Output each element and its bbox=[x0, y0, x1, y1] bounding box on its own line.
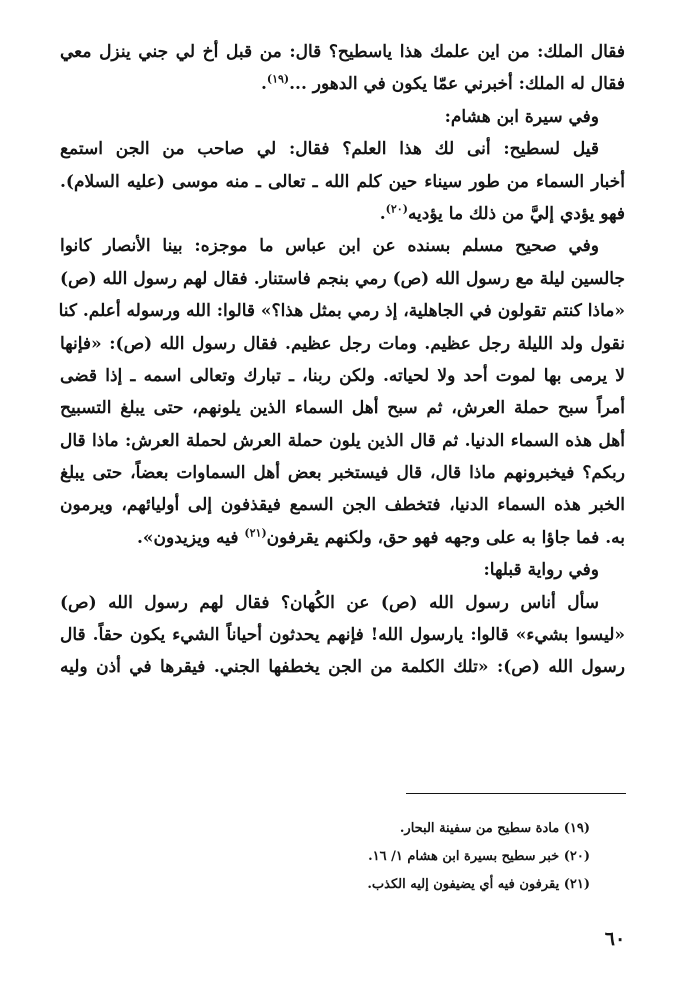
body-line: ربكم؟ فيخبرونهم ماذا قال، قال فيستخبر بعض أهل السماوات بعضاً، حتى يبلغ bbox=[60, 463, 625, 484]
body-line: الخبر هذه السماء الدنيا، فتخطف الجن السمع فيقذفون إلى أوليائهم، ويرمون bbox=[60, 495, 625, 516]
body-line: «ليسوا بشيء» قالوا: يارسول الله! فإنهم يحدثون أحياناً الشيء يكون حقاً. قال bbox=[60, 625, 625, 646]
body-line: أهل هذه السماء الدنيا. ثم قال الذين يلون حملة العرش لحملة العرش: ماذا قال bbox=[60, 430, 625, 451]
footnotes bbox=[130, 815, 590, 899]
footnote-19: (١٩) مادة سطيح من سفينة البحار. bbox=[399, 821, 590, 836]
body-line: نقول ولد الليلة رجل عظيم. ومات رجل عظيم. فقال رسول الله (ص): «فإنها bbox=[60, 333, 625, 354]
body-line: وفي صحيح مسلم بسنده عن ابن عباس ما موجزه: بينا الأنصار كانوا bbox=[60, 236, 599, 257]
body-line-text: فيه ويزيدون». bbox=[136, 527, 239, 548]
footnote-mark-20: (٢٠) bbox=[385, 202, 408, 216]
footnote-21: (٢١) يقرفون فيه أي يضيفون إليه الكذب. bbox=[367, 877, 590, 892]
punctuation: . bbox=[260, 74, 267, 95]
footnote-mark-21: (٢١) bbox=[244, 526, 267, 540]
body-line: «ماذا كنتم تقولون في الجاهلية، إذ رمي بمثل هذا؟» قالوا: الله ورسوله أعلم. كنا bbox=[58, 301, 625, 322]
body-line: جالسين ليلة مع رسول الله (ص) رمي بنجم فاستنار. فقال لهم رسول الله (ص) bbox=[60, 268, 625, 289]
body-line bbox=[60, 198, 625, 230]
page-number: ٦٠ bbox=[604, 928, 626, 950]
body-line: لا يرمى بها لموت أحد ولا لحياته. ولكن ربنا، ـ تبارك وتعالى اسمه ـ إذا قضى bbox=[60, 365, 625, 386]
body-text bbox=[60, 36, 625, 684]
punctuation: . bbox=[379, 203, 386, 224]
body-line: أمراً سبح حملة العرش، ثم سبح أهل السماء الذين يلونهم، حتى يبلغ التسبيح bbox=[60, 398, 625, 419]
body-line-text: به. فما جاؤا به على وجهه فهو حق، ولكنهم يقرفون bbox=[266, 527, 625, 548]
body-line: قيل لسطيح: أنى لك هذا العلم؟ فقال: لي صاحب من الجن استمع bbox=[60, 139, 599, 160]
body-line: سأل أناس رسول الله (ص) عن الكُهان؟ فقال لهم رسول الله (ص) bbox=[60, 592, 599, 613]
body-line-text: فقال له الملك: أخبرني عمّا يكون في الدهور ... bbox=[289, 74, 625, 95]
body-line: فقال الملك: من اين علمك هذا ياسطيح؟ قال: من قبل أخ لي جني ينزل معي bbox=[60, 42, 625, 62]
body-line bbox=[60, 68, 625, 100]
footnote-mark-19: (١٩) bbox=[266, 72, 290, 86]
body-line: وفي سيرة ابن هشام: bbox=[444, 106, 599, 127]
footnote-20: (٢٠) خبر سطيح بسيرة ابن هشام ١/ ١٦. bbox=[368, 849, 590, 864]
body-line: رسول الله (ص): «تلك الكلمة من الجن يخطفها الجني. فيقرها في أذن وليه bbox=[60, 657, 625, 678]
body-line-text: فهو يؤدي إليَّ من ذلك ما يؤديه bbox=[407, 203, 625, 224]
footnote-divider bbox=[406, 793, 626, 794]
body-line: أخبار السماء من طور سيناء حين كلم الله ـ تعالى ـ منه موسى (عليه السلام). bbox=[60, 171, 625, 192]
body-line bbox=[60, 522, 625, 554]
body-line: وفي رواية قبلها: bbox=[483, 560, 599, 581]
